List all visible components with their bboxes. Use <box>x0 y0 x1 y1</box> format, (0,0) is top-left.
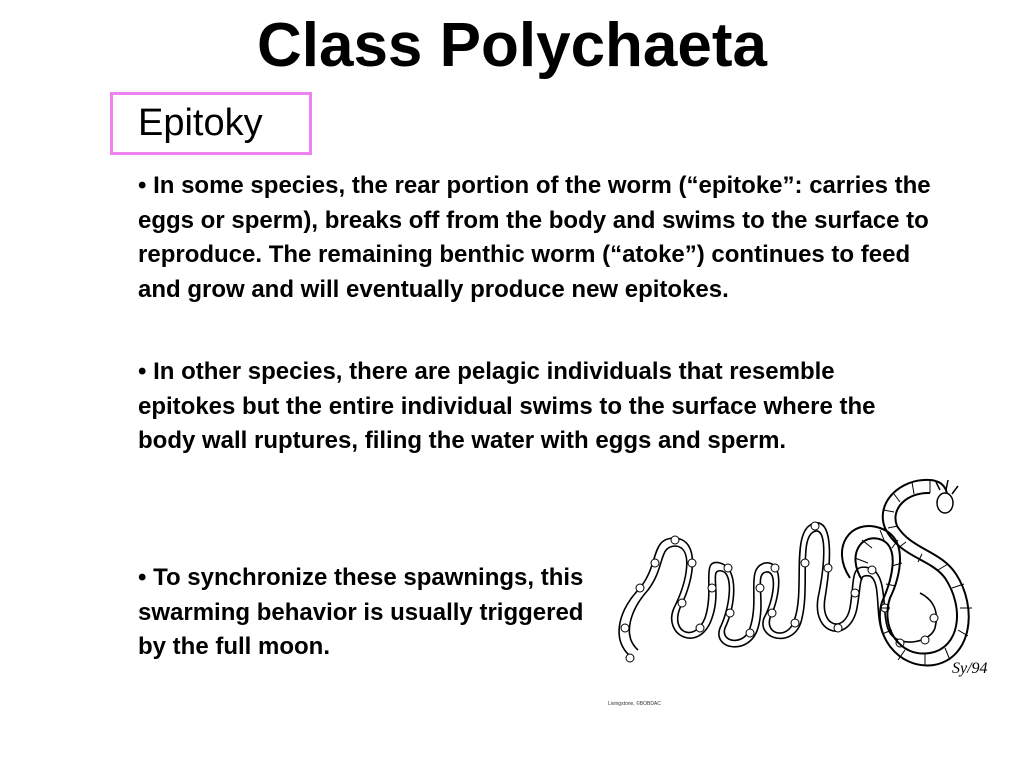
illustrator-signature: Sy/94 <box>952 660 988 677</box>
parapodia-beads <box>621 522 938 662</box>
worm-head <box>936 480 958 513</box>
bullet-full-moon: • To synchronize these spawnings, this swarming behavior is usually triggered by the full moon. <box>138 564 584 660</box>
bullet-pelagic: • In other species, there are pelagic individuals that resemble epitokes but the entire individual swims to the surface where the body wall ruptures, filing the water with eggs and sperm. <box>138 358 876 454</box>
slide-subtitle: Epitoky <box>138 102 263 144</box>
bullet-epitoke: • In some species, the rear portion of the worm (“epitoke”: carries the eggs or sperm), breaks off from the body and swims to the surface to reproduce. The remaining benthic worm (“atoke”) continues to feed and grow and will eventually produce new epitokes. <box>138 172 931 303</box>
slide-title: Class Polychaeta <box>256 11 768 80</box>
epitoke-chain <box>619 523 936 656</box>
image-credit: Livingstone, ©BOBDAC <box>608 701 661 707</box>
epitoke-outline <box>619 523 936 656</box>
epitoke-worm-illustration <box>600 468 1010 698</box>
